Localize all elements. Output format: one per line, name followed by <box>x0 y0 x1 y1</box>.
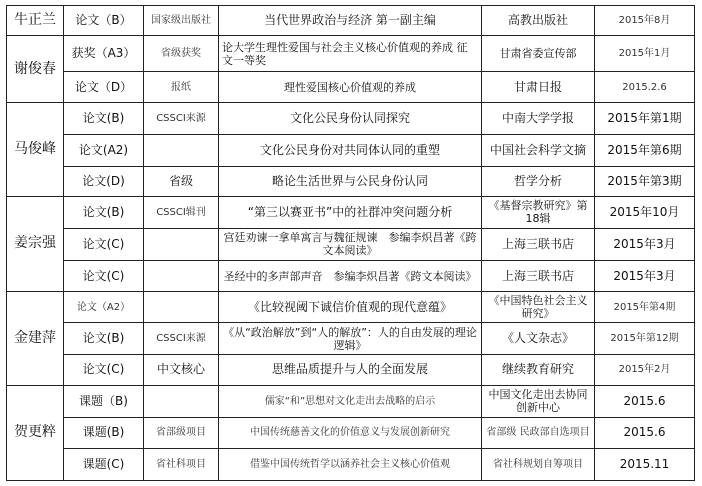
source-cell: 甘肃日报 <box>482 72 595 103</box>
type-cell: 论文(A2) <box>64 134 144 166</box>
date-cell: 2015年3月 <box>595 261 695 292</box>
author-name: 贺更粹 <box>7 385 64 480</box>
table-row <box>7 228 695 260</box>
title-cell: 论大学生理性爱国与社会主义核心价值观的养成 征文一等奖 <box>219 36 482 72</box>
date-cell: 2015年10月 <box>595 196 695 228</box>
level-cell: 省部级项目 <box>144 417 219 448</box>
table-row <box>7 166 695 196</box>
author-name: 谢俊春 <box>7 36 64 103</box>
author-name: 金建萍 <box>7 292 64 385</box>
source-cell: 《人文杂志》 <box>482 323 595 355</box>
date-cell: 2015年第3期 <box>595 166 695 196</box>
table-row <box>7 36 695 72</box>
level-cell: 省级 <box>144 166 219 196</box>
level-cell: 中文核心 <box>144 355 219 385</box>
source-cell: 甘肃省委宣传部 <box>482 36 595 72</box>
source-cell: 中国社会科学文摘 <box>482 134 595 166</box>
date-cell: 2015年8月 <box>595 6 695 36</box>
title-cell: “第三以赛亚书”中的社群冲突问题分析 <box>219 196 482 228</box>
title-cell: 儒家“和”思想对文化走出去战略的启示 <box>219 385 482 417</box>
date-cell: 2015年第6期 <box>595 134 695 166</box>
table-row <box>7 385 695 417</box>
type-cell: 论文(B) <box>64 196 144 228</box>
title-cell: 圣经中的多声部声音 参编李炽昌著《跨文本阅读》 <box>219 261 482 292</box>
table-row <box>7 292 695 323</box>
table-row <box>7 323 695 355</box>
source-cell: 省部级 民政部自选项目 <box>482 417 595 448</box>
date-cell: 2015年第4期 <box>595 292 695 323</box>
level-cell <box>144 134 219 166</box>
source-cell: 中南大学学报 <box>482 103 595 134</box>
date-cell: 2015年第12期 <box>595 323 695 355</box>
date-cell: 2015.6 <box>595 385 695 417</box>
source-cell: 哲学分析 <box>482 166 595 196</box>
type-cell: 课题(B) <box>64 417 144 448</box>
title-cell: 当代世界政治与经济 第一副主编 <box>219 6 482 36</box>
title-cell: 略论生活世界与公民身份认同 <box>219 166 482 196</box>
source-cell: 高教出版社 <box>482 6 595 36</box>
table-row <box>7 134 695 166</box>
title-cell: 文化公民身份认同探究 <box>219 103 482 134</box>
achievements-table <box>6 5 695 481</box>
date-cell: 2015年3月 <box>595 228 695 260</box>
table-row <box>7 72 695 103</box>
date-cell: 2015年第1期 <box>595 103 695 134</box>
title-cell: 理性爱国核心价值观的养成 <box>219 72 482 103</box>
level-cell <box>144 228 219 260</box>
level-cell <box>144 292 219 323</box>
title-cell: 文化公民身份对共同体认同的重塑 <box>219 134 482 166</box>
level-cell: 省级获奖 <box>144 36 219 72</box>
source-cell: 《基督宗教研究》第18辑 <box>482 196 595 228</box>
title-cell: 思维品质提升与人的全面发展 <box>219 355 482 385</box>
title-cell: 《比较视阈下诚信价值观的现代意蕴》 <box>219 292 482 323</box>
date-cell: 2015年2月 <box>595 355 695 385</box>
type-cell: 论文（D） <box>64 72 144 103</box>
table-row <box>7 261 695 292</box>
level-cell <box>144 261 219 292</box>
date-cell: 2015.11 <box>595 448 695 480</box>
level-cell: CSSCI辑刊 <box>144 196 219 228</box>
level-cell: 报纸 <box>144 72 219 103</box>
level-cell: CSSCI来源 <box>144 103 219 134</box>
author-name: 牛正兰 <box>7 6 64 36</box>
source-cell: 《中国特色社会主义研究》 <box>482 292 595 323</box>
type-cell: 课题（B) <box>64 385 144 417</box>
type-cell: 获奖（A3） <box>64 36 144 72</box>
level-cell: 省社科项目 <box>144 448 219 480</box>
type-cell: 论文(D) <box>64 166 144 196</box>
date-cell: 2015年1月 <box>595 36 695 72</box>
table-row <box>7 448 695 480</box>
type-cell: 论文（B） <box>64 6 144 36</box>
source-cell: 上海三联书店 <box>482 261 595 292</box>
level-cell: 国家级出版社 <box>144 6 219 36</box>
table-row <box>7 196 695 228</box>
author-name: 姜宗强 <box>7 196 64 291</box>
author-name: 马俊峰 <box>7 103 64 196</box>
table-row <box>7 417 695 448</box>
source-cell: 省社科规划自筹项目 <box>482 448 595 480</box>
type-cell: 论文(B) <box>64 323 144 355</box>
date-cell: 2015.6 <box>595 417 695 448</box>
level-cell: CSSCI来源 <box>144 323 219 355</box>
source-cell: 继续教育研究 <box>482 355 595 385</box>
type-cell: 论文(C) <box>64 355 144 385</box>
type-cell: 论文(C) <box>64 261 144 292</box>
type-cell: 论文（A2） <box>64 292 144 323</box>
title-cell: 中国传统慈善文化的价值意义与发展创新研究 <box>219 417 482 448</box>
type-cell: 课题(C) <box>64 448 144 480</box>
type-cell: 论文(C) <box>64 228 144 260</box>
title-cell: 《从“政治解放”到“人的解放”：人的自由发展的理论逻辑》 <box>219 323 482 355</box>
type-cell: 论文(B) <box>64 103 144 134</box>
table-row <box>7 355 695 385</box>
table-row <box>7 6 695 36</box>
level-cell <box>144 385 219 417</box>
table-row <box>7 103 695 134</box>
source-cell: 上海三联书店 <box>482 228 595 260</box>
source-cell: 中国文化走出去协同创新中心 <box>482 385 595 417</box>
title-cell: 宫廷劝谏一拿单寓言与魏征规谏 参编李炽昌著《跨文本阅读》 <box>219 228 482 260</box>
title-cell: 借鉴中国传统哲学以涵养社会主义核心价值观 <box>219 448 482 480</box>
date-cell: 2015.2.6 <box>595 72 695 103</box>
